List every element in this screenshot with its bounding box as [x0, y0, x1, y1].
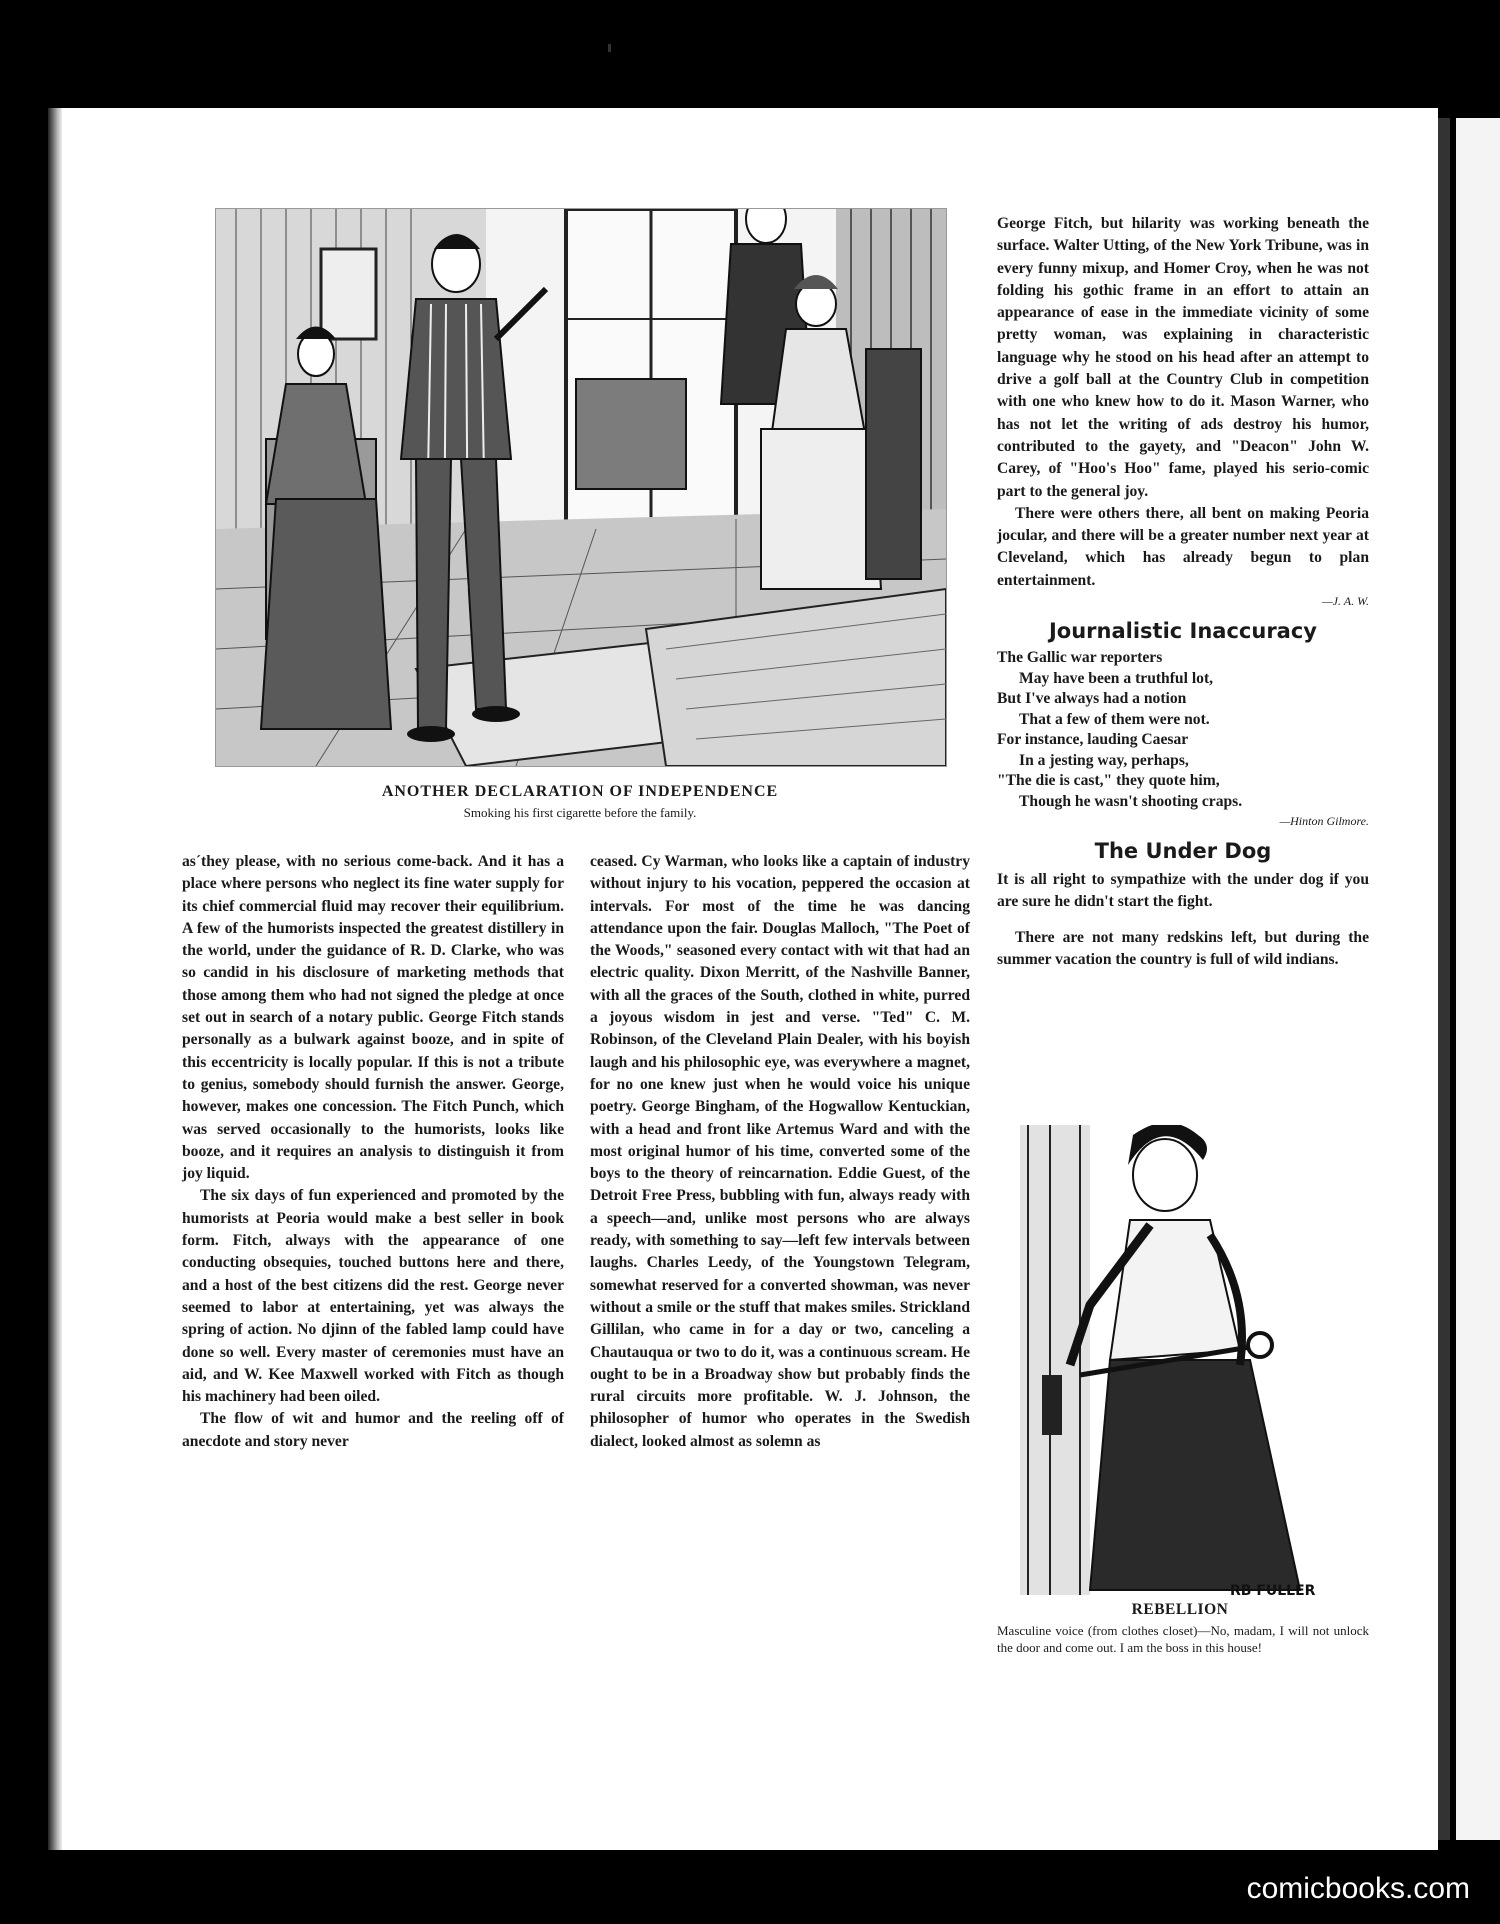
paragraph: There were others there, all bent on making Peoria jocular, and there will be a greater number next year at Cleveland, which has already begun to plan entertainment. [997, 504, 1369, 589]
poem-line: In a jesting way, perhaps, [1019, 751, 1189, 769]
illustration-rebellion [1020, 1125, 1360, 1610]
scan-speck [608, 44, 611, 52]
poem-line: Though he wasn't shooting craps. [1019, 792, 1243, 810]
next-page-edge [1438, 118, 1500, 1840]
poem-line: That a few of them were not. [1019, 710, 1210, 728]
paragraph: The six days of fun experienced and promoted by the humorists at Peoria would make a best seller in book form. Fitch, always with the appearance of one conducting obsequies, touched buttons here and there, and a host of the best citizens did the rest. George never seemed to labor at entertaining, yet was always the spring of action. No djinn of the fabled lamp could have done so well. Every master of ceremonies must have an aid, and W. Kee Maxwell worked with Fitch as though his machinery had been oiled. [182, 1187, 564, 1406]
article-column-2 [590, 851, 970, 1453]
illustration-rebellion-drawing [1020, 1125, 1360, 1610]
paragraph: It is all right to sympathize with the under dog if you are sure he didn't start the fight. [997, 870, 1369, 910]
poem-line: But I've always had a notion [997, 690, 1187, 708]
paragraph: The flow of wit and humor and the reeling off of anecdote and story never [182, 1410, 564, 1450]
poem-line: For instance, lauding Caesar [997, 731, 1189, 749]
poem-line: May have been a truthful lot, [1019, 669, 1214, 687]
illustration-caption-subtitle: Smoking his first cigarette before the family. [463, 805, 697, 820]
poem-line: The Gallic war reporters [997, 649, 1163, 667]
paragraph: George Fitch, but hilarity was working beneath the surface. Walter Utting, of the New York Tribune, was in every funny mixup, and Homer Croy, when he was not folding his gothic frame in an effort to attain an appearance of ease in the immediate vicinity of some pretty woman, was explaining in characteristic language why he stood on his head after an attempt to drive a golf ball at the Country Club in competition with one who knew how to do it. Mason Warner, who has not let the writing of ads destroy his humor, contributed to the gayety, and "Deacon" John W. Carey, of "Hoo's Hoo" fame, played his serio-comic part to the general joy. [997, 215, 1369, 500]
paragraph: ceased. Cy Warman, who looks like a captain of industry without injury to his vocation, peppered the occasion at intervals. For most of the time he was dancing attendance upon the fair. Douglas Malloch, "The Poet of the Woods," seasoned every contact with wit that had an electric quality. Dixon Merritt, of the Nashville Banner, with all the graces of the South, clothed in white, purred a joyous wisdom in jest and verse. "Ted" C. M. Robinson, of the Cleveland Plain Dealer, with his boyish laugh and his philosophic eye, was everywhere a magnet, for no one knew just when he would voice his unique poetry. George Bingham, of the Hogwallow Kentuckian, with a head and front like Artemus Ward and with the most original humor of his time, converted some of the boys to the theory of reincarnation. Eddie Guest, of the Detroit Free Press, bubbling with fun, always ready with a speech—and, unlike most persons who are always ready, with something to say—left few intervals between laughs. Charles Leedy, of the Youngstown Telegram, somewhat reserved for a converted showman, was never without a smile or the stuff that makes smiles. Strickland Gillilan, who came in for a day or two, canceling a Chautauqua or two to do it, was a continuous scream. He ought to be in a Broadway show but probably finds the rural circuits more profitable. W. J. Johnson, the philosopher of humor who operates in the Swedish dialect, looked almost as solemn as [590, 853, 970, 1450]
poem [997, 648, 1369, 812]
page-gutter [48, 108, 62, 1850]
poem-title: Journalistic Inaccuracy [1048, 619, 1317, 644]
author-signature: —J. A. W. [1321, 594, 1369, 609]
article-column-1 [182, 851, 564, 1453]
illustration-caption-title: ANOTHER DECLARATION OF INDEPENDENCE [381, 783, 779, 800]
artist-signature: RB FULLER [1230, 1583, 1316, 1599]
section-title-under-dog: The Under Dog [1094, 839, 1272, 864]
illustration-family-scene [215, 208, 947, 767]
cartoon-caption: Masculine voice (from clothes closet)—No, madam, I will not unlock the door and come out. I am the boss in this house! [997, 1623, 1369, 1655]
article-column-3 [997, 213, 1369, 971]
illustration-family-scene-drawing [216, 209, 946, 766]
poem-signature: —Hinton Gilmore. [1279, 814, 1369, 829]
paragraph: There are not many redskins left, but during the summer vacation the country is full of wild indians. [997, 928, 1369, 968]
poem-line: "The die is cast," they quote him, [997, 772, 1220, 790]
site-watermark: comicbooks.com [1246, 1872, 1470, 1905]
cartoon-title: REBELLION [1131, 1601, 1229, 1618]
paragraph: as´they please, with no serious come-back. And it has a place where persons who neglect its fine water supply for its chief commercial fluid may recover their equilibrium. A few of the humorists inspected the greatest distillery in the world, under the guidance of R. D. Clarke, who was so candid in his disclosure of marketing methods that those among them who had not signed the pledge at once set out in search of a notary public. George Fitch stands personally as a bulwark against booze, and in spite of this eccentricity is locally popular. If this is not a tribute to genius, somebody should furnish the answer. George, however, makes one concession. The Fitch Punch, which was served occasionally to the humorists, looks like booze, and it requires an analysis to distinguish it from joy liquid. [182, 853, 564, 1183]
